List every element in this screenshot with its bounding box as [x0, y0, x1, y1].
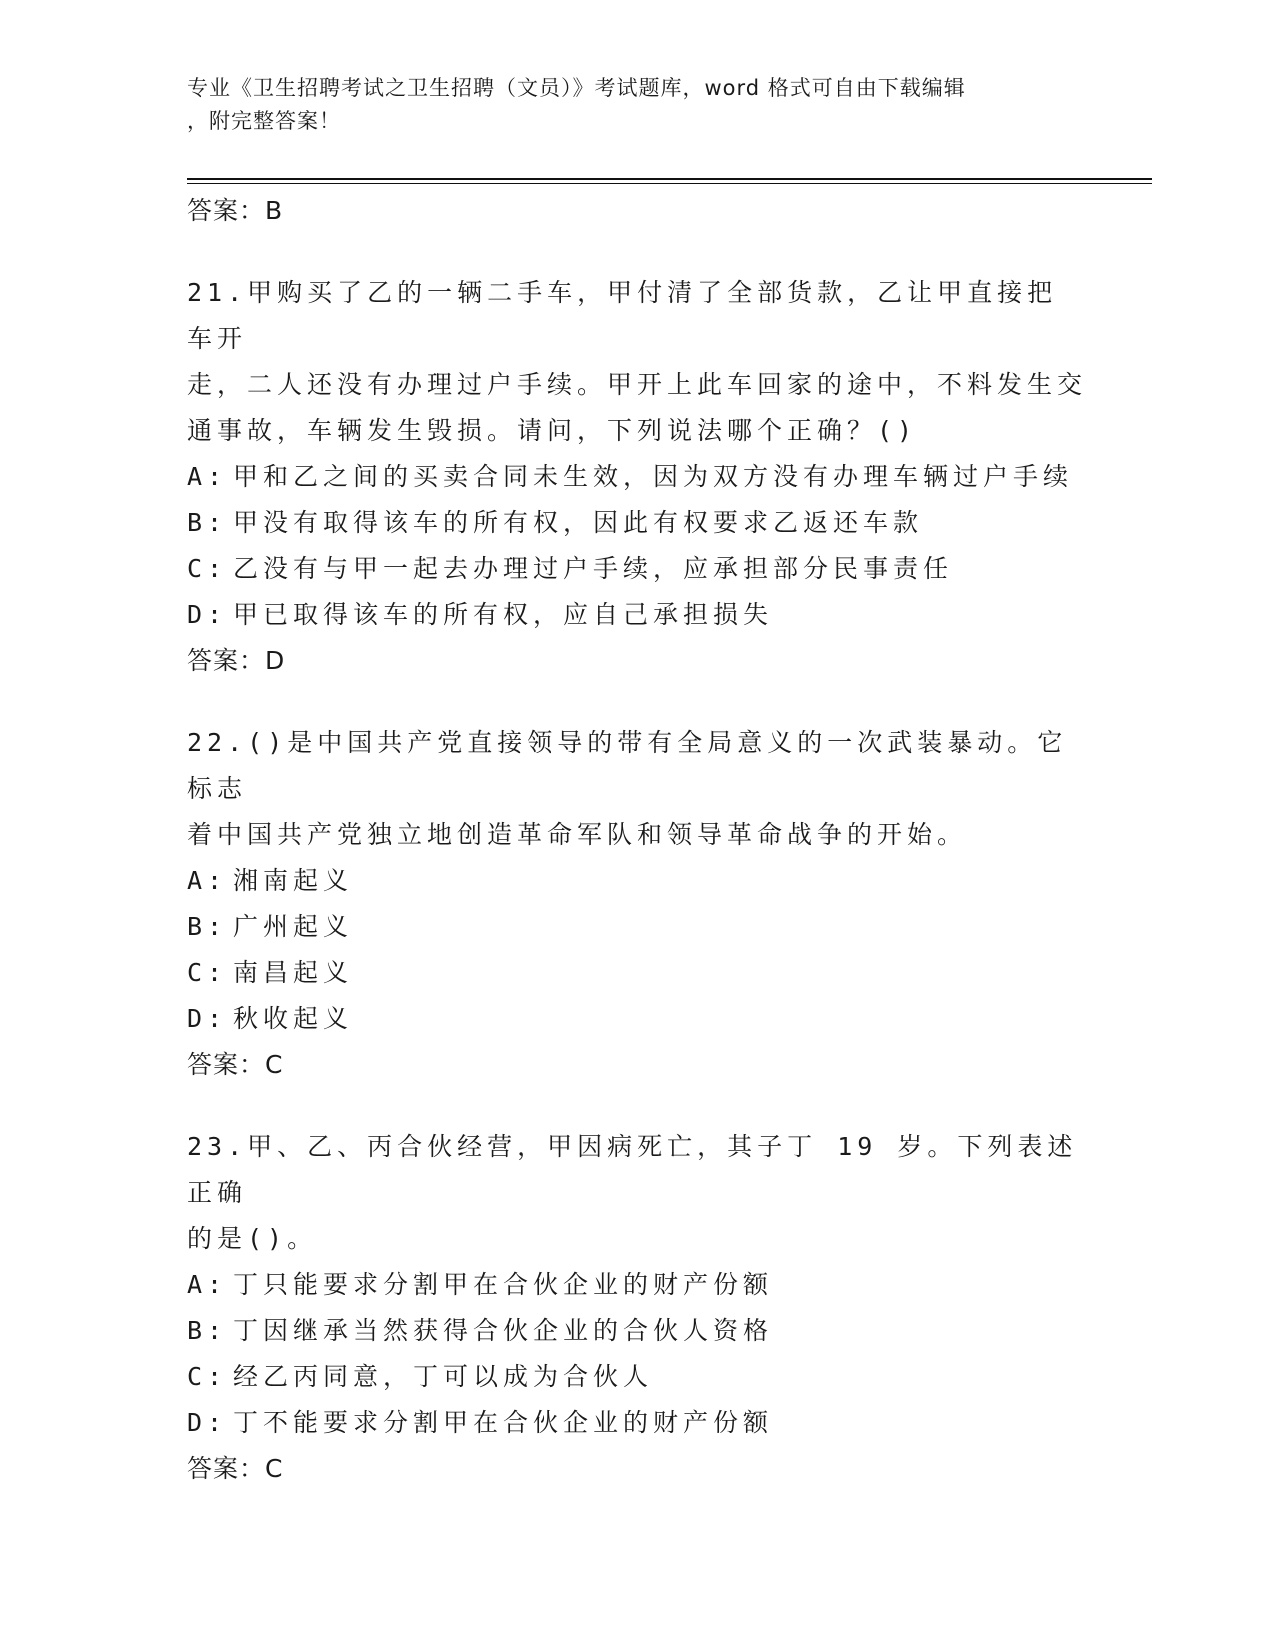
answer-line: 答案：C — [187, 1050, 284, 1079]
option-text: 丁因继承当然获得合伙企业的合伙人资格 — [233, 1316, 774, 1345]
option-text: 甲已取得该车的所有权，应自己承担损失 — [233, 600, 774, 629]
option-a — [187, 1262, 1087, 1308]
option-key: D: — [187, 1408, 228, 1437]
document-header — [187, 72, 1087, 138]
option-text: 甲没有取得该车的所有权，因此有权要求乙返还车款 — [233, 508, 924, 537]
question-line: 的是()。 — [187, 1224, 318, 1253]
option-b — [187, 904, 1087, 950]
header-line-2: ，附完整答案！ — [187, 109, 341, 133]
option-d — [187, 1400, 1087, 1446]
option-text: 南昌起义 — [233, 958, 354, 987]
option-key: C: — [187, 1362, 228, 1391]
option-text: 乙没有与甲一起去办理过户手续，应承担部分民事责任 — [233, 554, 954, 583]
option-a — [187, 858, 1087, 904]
option-key: C: — [187, 554, 228, 583]
question-21 — [187, 270, 1087, 684]
question-text — [187, 270, 1087, 454]
option-c — [187, 546, 1087, 592]
option-a — [187, 454, 1087, 500]
option-b — [187, 1308, 1087, 1354]
question-line: 22.()是中国共产党直接领导的带有全局意义的一次武装暴动。它标志 — [187, 728, 1068, 803]
header-rule-thin — [187, 183, 1152, 184]
answer-line: 答案：D — [187, 646, 286, 675]
option-text: 广州起义 — [233, 912, 354, 941]
option-text: 丁只能要求分割甲在合伙企业的财产份额 — [233, 1270, 774, 1299]
option-key: B: — [187, 912, 228, 941]
option-d — [187, 996, 1087, 1042]
question-text — [187, 1124, 1087, 1262]
option-key: D: — [187, 1004, 228, 1033]
answer-line: 答案：C — [187, 1454, 284, 1483]
option-key: A: — [187, 462, 228, 491]
header-line-1: 专业《卫生招聘考试之卫生招聘（文员）》考试题库，word 格式可自由下载编辑 — [187, 76, 966, 100]
question-line: 着中国共产党独立地创造革命军队和领导革命战争的开始。 — [187, 820, 968, 849]
option-d — [187, 592, 1087, 638]
previous-answer: 答案：B — [187, 196, 284, 225]
question-list — [187, 188, 1087, 1492]
question-line: 走，二人还没有办理过户手续。甲开上此车回家的途中，不料发生交 — [187, 370, 1088, 399]
option-key: A: — [187, 1270, 228, 1299]
question-line: 通事故，车辆发生毁损。请问，下列说法哪个正确？() — [187, 416, 918, 445]
question-line: 21.甲购买了乙的一辆二手车，甲付清了全部货款，乙让甲直接把车开 — [187, 278, 1058, 353]
question-line: 23.甲、乙、丙合伙经营，甲因病死亡，其子丁 19 岁。下列表述正确 — [187, 1132, 1078, 1207]
question-text — [187, 720, 1087, 858]
question-23 — [187, 1124, 1087, 1492]
option-text: 丁不能要求分割甲在合伙企业的财产份额 — [233, 1408, 774, 1437]
option-text: 秋收起义 — [233, 1004, 354, 1033]
header-rule-thick — [187, 178, 1152, 180]
option-key: C: — [187, 958, 228, 987]
option-key: D: — [187, 600, 228, 629]
option-b — [187, 500, 1087, 546]
option-text: 湘南起义 — [233, 866, 354, 895]
question-22 — [187, 720, 1087, 1088]
option-key: B: — [187, 1316, 228, 1345]
option-text: 甲和乙之间的买卖合同未生效，因为双方没有办理车辆过户手续 — [233, 462, 1074, 491]
option-c — [187, 950, 1087, 996]
option-text: 经乙丙同意，丁可以成为合伙人 — [233, 1362, 654, 1391]
option-c — [187, 1354, 1087, 1400]
option-key: B: — [187, 508, 228, 537]
option-key: A: — [187, 866, 228, 895]
